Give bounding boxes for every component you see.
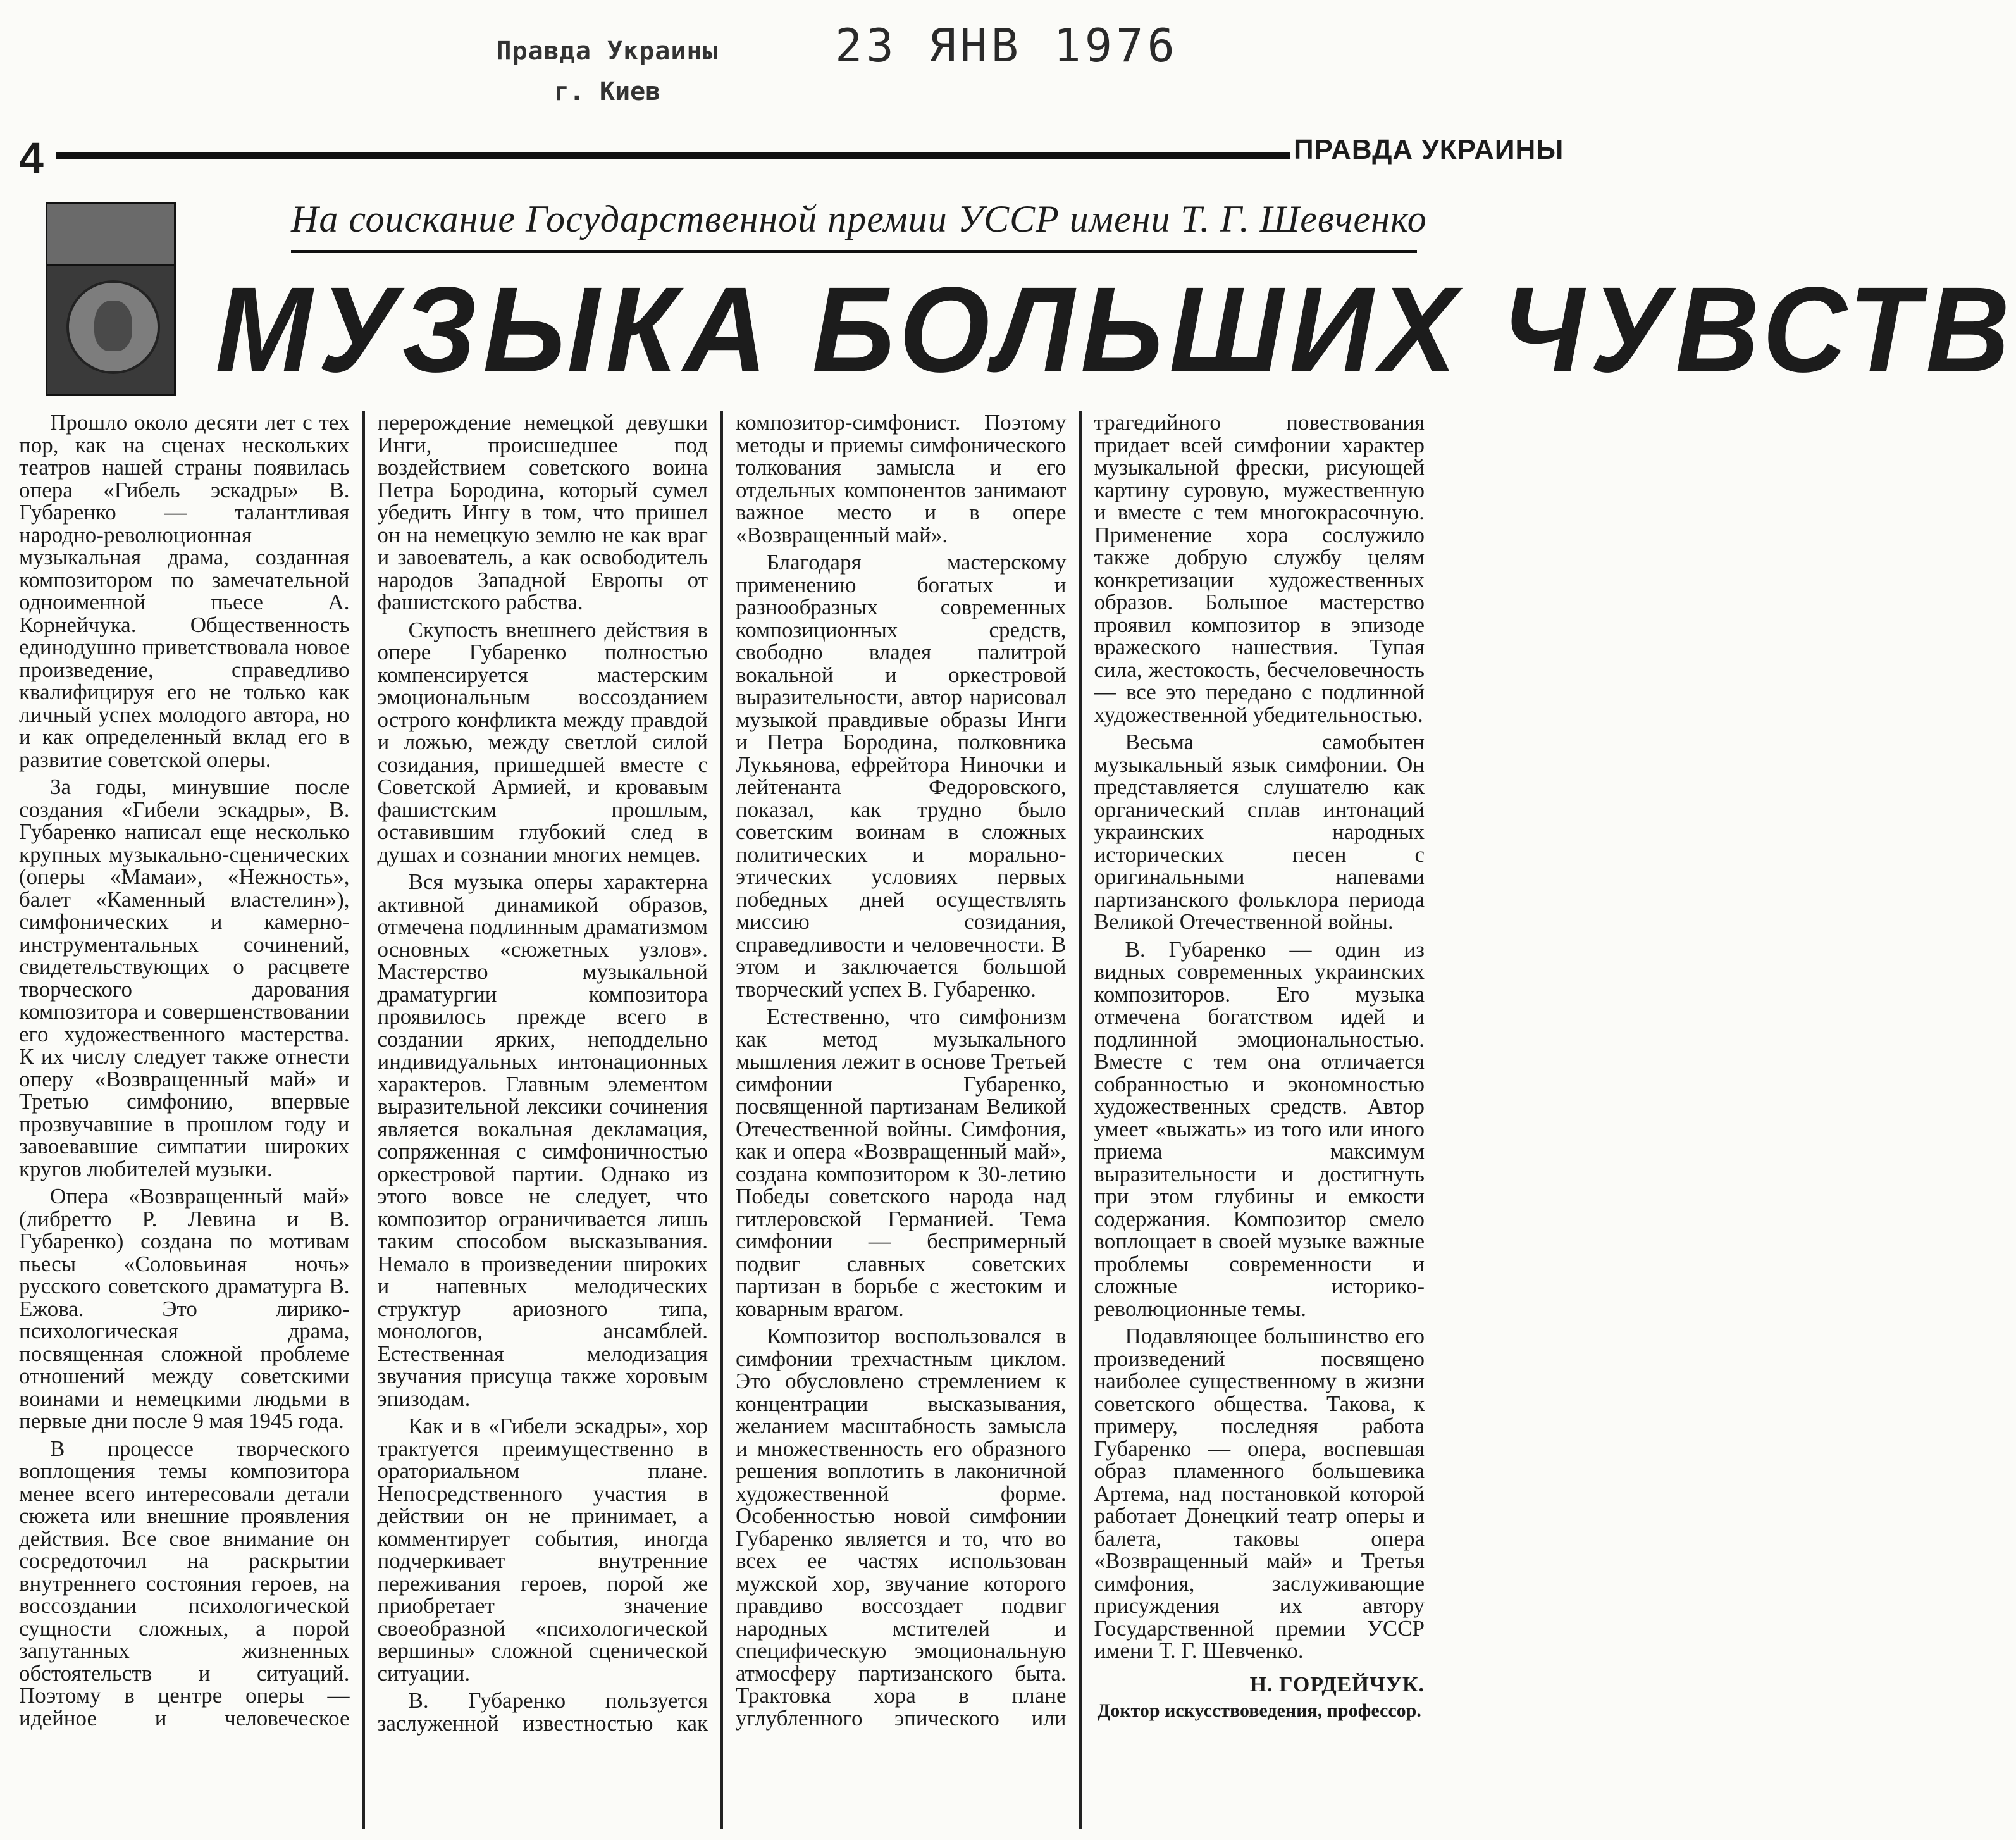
paragraph: Композитор воспользовался в симфонии трехчастным циклом. Это обусловлено стремлением к концентрации высказывания, желанием масштабность замысла и множественность его образного решения воплотить в лаконичной художественной форме. Особенностью новой симфонии Губаренко является и то, что во всех ее частях использован мужской хор, звучание которого правдиво воссоздает подвиг народных мстителей и специфическую эмоциональную атмосферу партизанского быта. Трактовка хора в плане углубленного эпического или трагедийного повествования придает всей симфонии характер музыкальной фрески, рисующей картину суровую, мужественную и вместе с тем многокрасочную. Применение хора сослужило также добрую службу целям конкретизации художественных образов. Большое мастерство проявил композитор в эпизоде вражеского нашествия. Тупая сила, жестокость, бесчеловечность — все это передано с подлинной художественной убедительностью. [736,410,1425,1731]
paragraph: Естественно, что симфонизм как метод музыкального мышления лежит в основе Третьей симфонии Губаренко, посвященной партизанам Великой Отечественной войны. Симфония, как и опера «Возвращенный май», создана композитором к 30-летию Победы советского народа над гитлеровской Германией. Тема симфонии — беспримерный подвиг славных советских партизан в борьбе с жестоким и коварным врагом. [736,1004,1067,1321]
stamp-newspaper: Правда Украины [496,37,719,66]
paragraph: В. Губаренко пользуется заслуженной известностью как композитор-симфонист. Поэтому методы и приемы симфонического толкования замысла и его отдельных компонентов занимают важное место и в опере «Возвращенный май». [377,410,1067,1736]
stamp-date: 23 ЯНВ 1976 [835,19,1178,72]
article-body [19,411,1425,1829]
paragraph: В. Губаренко — один из видных современных украинских композиторов. Его музыка отмечена богатством идей и подлинной эмоциональностью. Вместе с тем она отличается собранностью и экономностью художественных средств. Автор умеет «выжать» из того или иного приема максимум выразительности и достигнуть при этом глубины и емкости содержания. Композитор смело воплощает в своей музыке важные проблемы современности и сложные историко-революционные темы. [1094,936,1425,1321]
kicker-rule [291,250,1417,253]
medal-ribbon [47,204,174,266]
archive-stamp [468,37,746,106]
paragraph: Скупость внешнего действия в опере Губаренко полностью компенсируется мастерским эмоциональным воссозданием острого конфликта между правдой и ложью, между светлой силой созидания, пришедшей вместе с Советской Армией, и кровавым фашистским прошлым, оставившим глубокий след в душах и сознании многих немцев. [377,617,708,867]
medal-disc [66,280,160,374]
medal-portrait [94,301,132,351]
paragraph: В процессе творческого воплощения темы композитора менее всего интересовали детали сюжета или внешние проявления действия. Все свое внимание он сосредоточил на раскрытии внутреннего состояния героев, на воссоздании психологической сущности сложных, а порой запутанных жизненных обстоятельств и ситуаций. Поэтому в центре оперы — идейное и человеческое перерождение немецкой девушки Инги, происшедшее под воздействием советского воина Петра Бородина, который сумел убедить Ингу в том, что пришел он на немецкую землю не как враг и завоеватель, а как освободитель народов Западной Европы от фашистского рабства. [19,410,708,1731]
paragraph: Прошло около десяти лет с тех пор, как на сценах нескольких театров нашей страны появилась опера «Гибель эскадры» В. Губаренко — талантливая народно-революционная музыкальная драма, созданная композитором по замечательной одноименной пьесе А. Корнейчука. Общественность единодушно приветствовала новое произведение, справедливо квалифицируя его не только как личный успех молодого автора, но и как определенный вклад его в развитие советской оперы. [19,410,350,772]
header-rule [56,152,1290,159]
paragraph: За годы, минувшие после создания «Гибели эскадры», В. Губаренко написал еще несколько крупных музыкально-сценических (оперы «Мамаи», «Нежность», балет «Каменный властелин»), симфонических и камерно-инструментальных сочинений, свидетельствующих о расцвете творческого дарования композитора и совершенствовании его художественного мастерства. К их числу следует также отнести оперу «Возвращенный май» и Третью симфонию, впервые прозвучавшие в прошлом году и завоевавшие симпатии широких кругов любителей музыки. [19,774,350,1181]
paper-name: ПРАВДА УКРАИНЫ [1294,134,1564,165]
paragraph: Подавляющее большинство его произведений посвящено наиболее существенному в жизни советского общества. Такова, к примеру, последняя работа Губаренко — опера, воспевшая образ пламенного большевика Артема, над постановкой которой работает Донецкий театр оперы и балета, таковы опера «Возвращенный май» и Третья симфония, заслуживающие присуждения их автору Государственной премии УССР имени Т. Г. Шевченко. [1094,1324,1425,1663]
headline: МУЗЫКА БОЛЬШИХ ЧУВСТВ [215,261,2016,397]
stamp-city: г. Киев [553,77,661,106]
paragraph: Как и в «Гибели эскадры», хор трактуется преимущественно в ораториальном плане. Непосредственного участия в действии он не принимает, а комментирует события, иногда подчеркивает внутренние переживания героев, порой же приобретает значение своеобразной «психологической вершины» сложной сценической ситуации. [377,1414,708,1686]
prize-medal-icon [46,202,176,396]
paragraph: Вся музыка оперы характерна активной динамикой образов, отмечена подлинным драматизмом основных «сюжетных узлов». Мастерство музыкальной драматургии композитора проявилось прежде всего в создании ярких, неподдельно индивидуальных интонационных характеров. Главным элементом выразительной лексики сочинения является вокальная декламация, сопряженная с симфоничностью оркестровой партии. Однако из этого вовсе не следует, что композитор ограничивается лишь таким способом высказывания. Немало в произведении широких и напевных мелодических структур ариозного типа, монологов, ансамблей. Естественная мелодизация звучания присуща также хоровым эпизодам. [377,869,708,1411]
author-name: Н. ГОРДЕЙЧУК. [1249,1672,1425,1696]
kicker: На соискание Государственной премии УССР имени Т. Г. Шевченко [291,198,1427,240]
author-title: Доктор искусствоведения, профессор. [1097,1700,1421,1721]
page-number: 4 [19,134,44,183]
paragraph: Благодаря мастерскому применению богатых и разнообразных современных композиционных средств, свободно владея палитрой вокальной и оркестровой выразительности, автор нарисовал музыкой правдивые образы Инги и Петра Бородина, полковника Лукьянова, ефрейтора Ниночки и лейтенанта Федоровского, показал, как трудно было советским воинам в сложных политических и морально-этических условиях первых победных дней осуществлять миссию созидания, справедливости и человечности. В этом и заключается большой творческий успех В. Губаренко. [736,550,1067,1002]
paragraph: Опера «Возвращенный май» (либретто Р. Левина и В. Губаренко) создана по мотивам пьесы «Соловьиная ночь» русского советского драматурга В. Ежова. Это лирико-психологическая драма, посвященная сложной проблеме отношений между советскими воинами и немецкими людьми в первые дни после 9 мая 1945 года. [19,1184,350,1433]
paragraph: Весьма самобытен музыкальный язык симфонии. Он представляется слушателю как органический сплав интонаций украинских народных исторических песен с оригинальными напевами партизанского фольклора периода Великой Отечественной войны. [1094,730,1425,934]
